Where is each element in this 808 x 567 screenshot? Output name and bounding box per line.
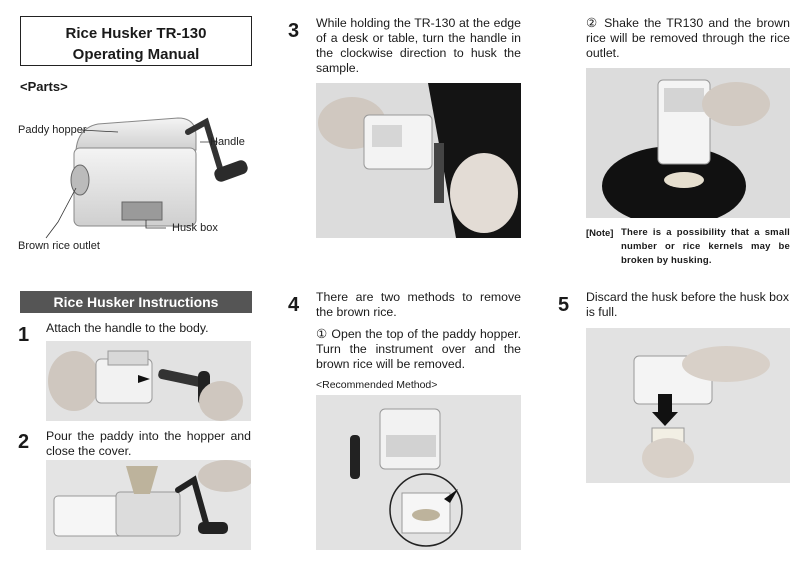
step-3-number: 3 <box>288 20 300 42</box>
recommended-method-label: <Recommended Method> <box>316 379 438 391</box>
note-label: [Note] <box>586 228 614 239</box>
label-husk-box: Husk box <box>172 222 218 234</box>
step-4-text: There are two methods to remove the brown rice. <box>316 290 521 319</box>
step-5-number: 5 <box>558 294 570 316</box>
step-4-number: 4 <box>288 294 300 316</box>
step-3-text: While holding the TR-130 at the edge of a desk or table, turn the handle in the clockwise direction to husk the sample. <box>316 16 521 75</box>
step-4-method-1: ① Open the top of the paddy hopper. Turn the instrument over and the brown rice will be removed. <box>316 327 521 371</box>
step-3-photo <box>316 83 521 238</box>
parts-heading: <Parts> <box>20 79 68 94</box>
step-1-photo <box>46 341 251 421</box>
rice-outlet-shape <box>71 165 89 195</box>
title-line-1: Rice Husker TR-130 <box>65 25 207 42</box>
step-2-photo <box>46 460 251 550</box>
step-1-text: Attach the handle to the body. <box>46 321 209 335</box>
step-2-text: Pour the paddy into the hopper and close the cover. <box>46 429 251 458</box>
step-5-photo <box>586 328 790 483</box>
label-brown-rice-outlet: Brown rice outlet <box>18 240 100 252</box>
step-1-number: 1 <box>18 324 30 346</box>
step-2-number: 2 <box>18 431 30 453</box>
step-4-photo <box>316 395 521 550</box>
instructions-banner: Rice Husker Instructions <box>20 291 252 313</box>
method-2-photo <box>586 68 790 218</box>
husk-box-shape <box>122 202 162 220</box>
label-paddy-hopper: Paddy hopper <box>18 124 87 136</box>
manual-title <box>20 16 252 66</box>
title-line-2: Operating Manual <box>72 46 200 63</box>
step-5-text: Discard the husk before the husk box is full. <box>586 290 790 319</box>
paddy-hopper-shape <box>76 118 196 150</box>
note-text: There is a possibility that a small number or rice kernels may be broken by husking. <box>621 227 790 266</box>
method-2-text: ② Shake the TR130 and the brown rice will be removed through the rice outlet. <box>586 16 790 60</box>
label-handle: Handle <box>210 136 245 148</box>
